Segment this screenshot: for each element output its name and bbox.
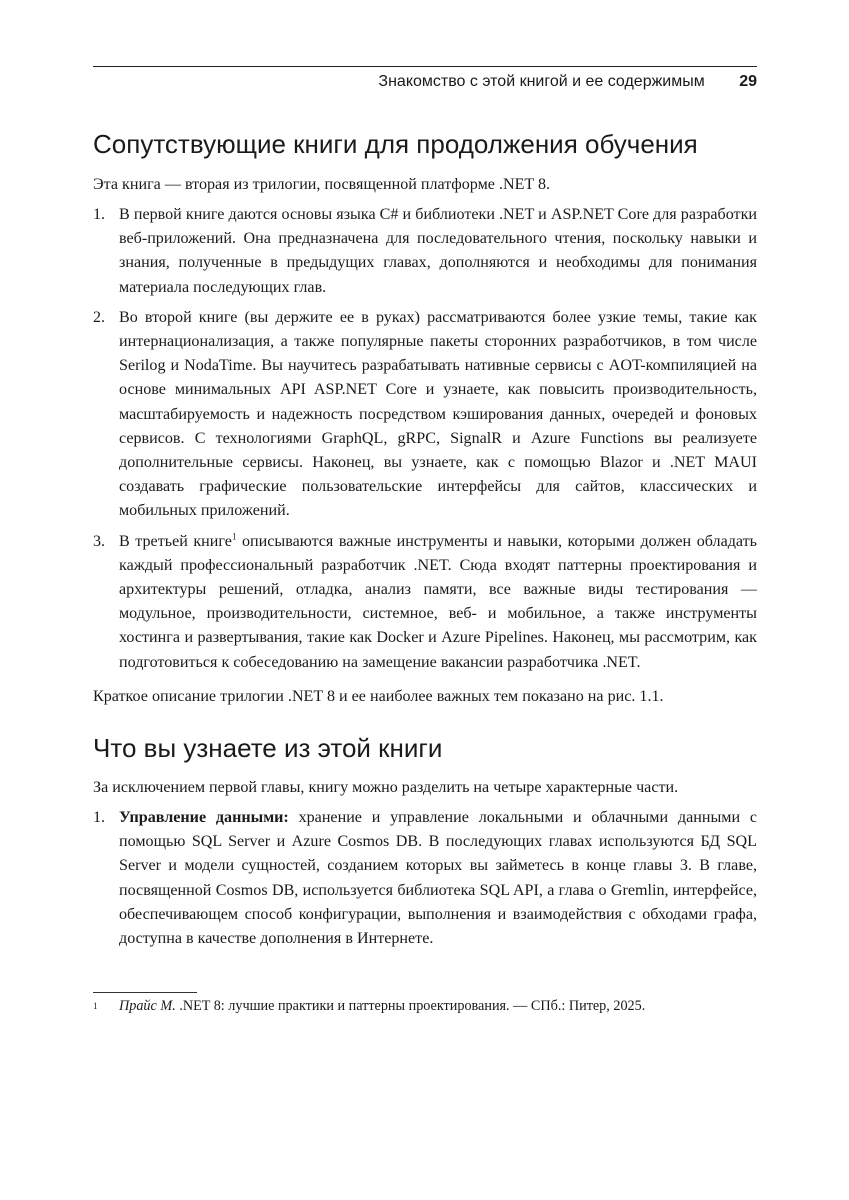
list-item-term: Управление данными: [119, 809, 289, 826]
list-item [93, 306, 757, 524]
list-item-number: 1. [93, 809, 106, 826]
footnote-author: Прайс М. [119, 998, 176, 1014]
section-outro: Краткое описание трилогии .NET 8 и ее наиболее важных тем показано на рис. 1.1. [93, 688, 664, 705]
footnote-mark: 1 [93, 1001, 98, 1011]
footnote [93, 996, 757, 1016]
list-item-number: 3. [93, 532, 106, 550]
book-parts-list [93, 806, 757, 957]
list-item-text: Во второй книге (вы держите ее в руках) рассматриваются более узкие темы, такие как интернационализация, а также популярные пакеты сторонних разработчиков, в том числе Serilog и NodaTime. Вы научитесь разрабатывать нативные сервисы с AOT-компиляцией на основе минимальных API ASP.NET Core и узнаете, как повысить производительность, масштабируемость и надежность посредством кэширования данных, очередей и фоновых сервисов. С технологиями GraphQL, gRPC, SignalR и Azure Functions вы реализуете дополнительные сервисы. Наконец, вы узнаете, как с помощью Blazor и .NET MAUI создавать графические пользовательские интерфейсы для сайтов, классических и мобильных приложений. [119, 308, 757, 520]
section-heading: Сопутствующие книги для продолжения обучения [93, 129, 698, 159]
list-item [93, 806, 757, 951]
running-head [378, 70, 757, 94]
header-rule [93, 66, 757, 67]
list-item-text: описываются важные инструменты и навыки, которыми должен обладать каждый профессиональный разработчик .NET. Сюда входят паттерны проектирования и архитектуры решений, отладка, анализ памяти, все важные виды тестирования — модульное, производительности, системное, веб- и мобильное, а также инструменты хостинга и развертывания, такие как Docker и Azure Pipelines. Наконец, мы рассмотрим, как подготовиться к собеседованию на замещение вакансии разработчика .NET. [119, 532, 758, 671]
list-item [93, 530, 757, 675]
footnote-text: .NET 8: лучшие практики и паттерны проектирования. — СПб.: Питер, 2025. [175, 998, 646, 1014]
section-heading: Что вы узнаете из этой книги [93, 733, 443, 763]
footnote-reference[interactable]: 1 [231, 531, 237, 542]
list-item-text: В первой книге даются основы языка C# и библиотеки .NET и ASP.NET Core для разработки веб-приложений. Она предназначена для последовательного чтения, поскольку навыки и знания, полученные в предыдущих главах, дополняются и необходимы для понимания материала последующих глав. [119, 206, 757, 296]
running-head-title: Знакомство с этой книгой и ее содержимым [378, 73, 705, 90]
list-item-text: хранение и управление локальными и облачными данными с помощью SQL Server и Azure Cosmos DB. В последующих главах используются БД SQL Server и модели сущностей, созданием которых вы займетесь в конце главы 3. В главе, посвященной Cosmos DB, используется библиотека SQL API, а глава о Gremlin, интерфейсе, обеспечивающем способ конфигурации, выполнения и взаимодействия с обходами графа, доступна в качестве дополнения в Интернете. [119, 809, 757, 948]
list-item-number: 2. [93, 308, 106, 326]
footnote-rule [93, 992, 197, 993]
section-intro: За исключением первой главы, книгу можно разделить на четыре характерные части. [93, 779, 679, 796]
page-number: 29 [739, 73, 757, 90]
list-item-number: 1. [93, 206, 106, 223]
section-intro: Эта книга — вторая из трилогии, посвященной платформе .NET 8. [93, 176, 551, 193]
list-item [93, 203, 757, 300]
companion-books-list [93, 203, 757, 681]
list-item-text: В третьей книге [119, 532, 232, 550]
